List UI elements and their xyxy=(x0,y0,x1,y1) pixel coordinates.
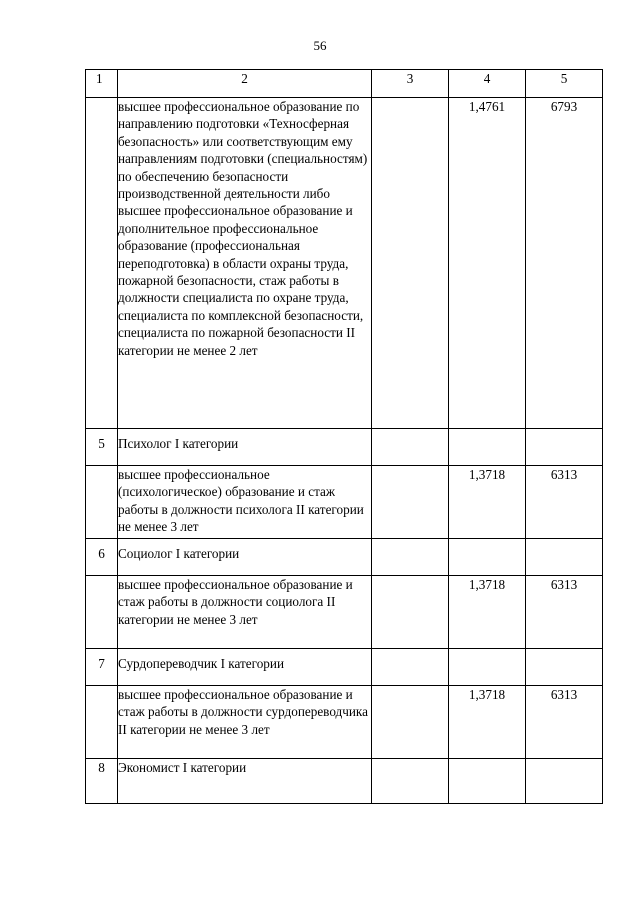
table-row xyxy=(86,649,603,686)
salary-table xyxy=(85,69,603,804)
salary-cell: 6313 xyxy=(526,686,603,759)
column-header-4: 4 xyxy=(449,70,526,98)
row-number xyxy=(86,466,118,539)
salary-cell: 6793 xyxy=(526,98,603,429)
row-number xyxy=(86,576,118,649)
row-number: 8 xyxy=(86,759,118,804)
qualification-text: высшее профессиональное (психологическое) образование и стаж работы в должности психолога II категории не менее 3 лет xyxy=(118,466,372,539)
row-number xyxy=(86,686,118,759)
row-number xyxy=(86,98,118,429)
qualification-text: высшее профессиональное образование и стаж работы в должности сурдопереводчика II категории не менее 3 лет xyxy=(118,686,372,759)
column-3-cell xyxy=(372,466,449,539)
column-3-cell xyxy=(372,759,449,804)
column-3-cell xyxy=(372,576,449,649)
coefficient-cell xyxy=(449,759,526,804)
row-number: 7 xyxy=(86,649,118,686)
table-row xyxy=(86,576,603,649)
position-title: Психолог I категории xyxy=(118,429,372,466)
column-header-5: 5 xyxy=(526,70,603,98)
coefficient-cell: 1,3718 xyxy=(449,466,526,539)
table-row xyxy=(86,539,603,576)
table-header-row xyxy=(86,70,603,98)
column-header-3: 3 xyxy=(372,70,449,98)
salary-cell xyxy=(526,429,603,466)
column-3-cell xyxy=(372,649,449,686)
column-3-cell xyxy=(372,686,449,759)
position-title: Экономист I категории xyxy=(118,759,372,804)
column-3-cell xyxy=(372,98,449,429)
table-row xyxy=(86,686,603,759)
table-row xyxy=(86,759,603,804)
position-title: Социолог I категории xyxy=(118,539,372,576)
coefficient-cell xyxy=(449,649,526,686)
coefficient-cell xyxy=(449,539,526,576)
page-number: 56 xyxy=(313,38,327,53)
column-header-1: 1 xyxy=(86,70,118,98)
coefficient-cell: 1,3718 xyxy=(449,576,526,649)
column-header-2: 2 xyxy=(118,70,372,98)
row-number: 5 xyxy=(86,429,118,466)
table-row xyxy=(86,429,603,466)
qualification-text: высшее профессиональное образование и стаж работы в должности социолога II категории не менее 3 лет xyxy=(118,576,372,649)
position-title: Сурдопереводчик I категории xyxy=(118,649,372,686)
coefficient-cell xyxy=(449,429,526,466)
table-row xyxy=(86,466,603,539)
qualification-text: высшее профессиональное образование по направлению подготовки «Техносферная безопасность» или соответствующим ему направлениям подготовки (специальностям) по обеспечению безопасности производственной деятельности либо высшее профессиональное образование и дополнительное профессиональное образование (профессиональная переподготовка) в области охраны труда, пожарной безопасности, стаж работы в должности специалиста по охране труда, специалиста по комплексной безопасности, специалиста по пожарной безопасности II категории не менее 2 лет xyxy=(118,98,372,429)
salary-cell xyxy=(526,649,603,686)
salary-cell: 6313 xyxy=(526,466,603,539)
table-row xyxy=(86,98,603,429)
salary-cell xyxy=(526,759,603,804)
salary-cell xyxy=(526,539,603,576)
row-number: 6 xyxy=(86,539,118,576)
column-3-cell xyxy=(372,429,449,466)
salary-cell: 6313 xyxy=(526,576,603,649)
coefficient-cell: 1,4761 xyxy=(449,98,526,429)
coefficient-cell: 1,3718 xyxy=(449,686,526,759)
column-3-cell xyxy=(372,539,449,576)
